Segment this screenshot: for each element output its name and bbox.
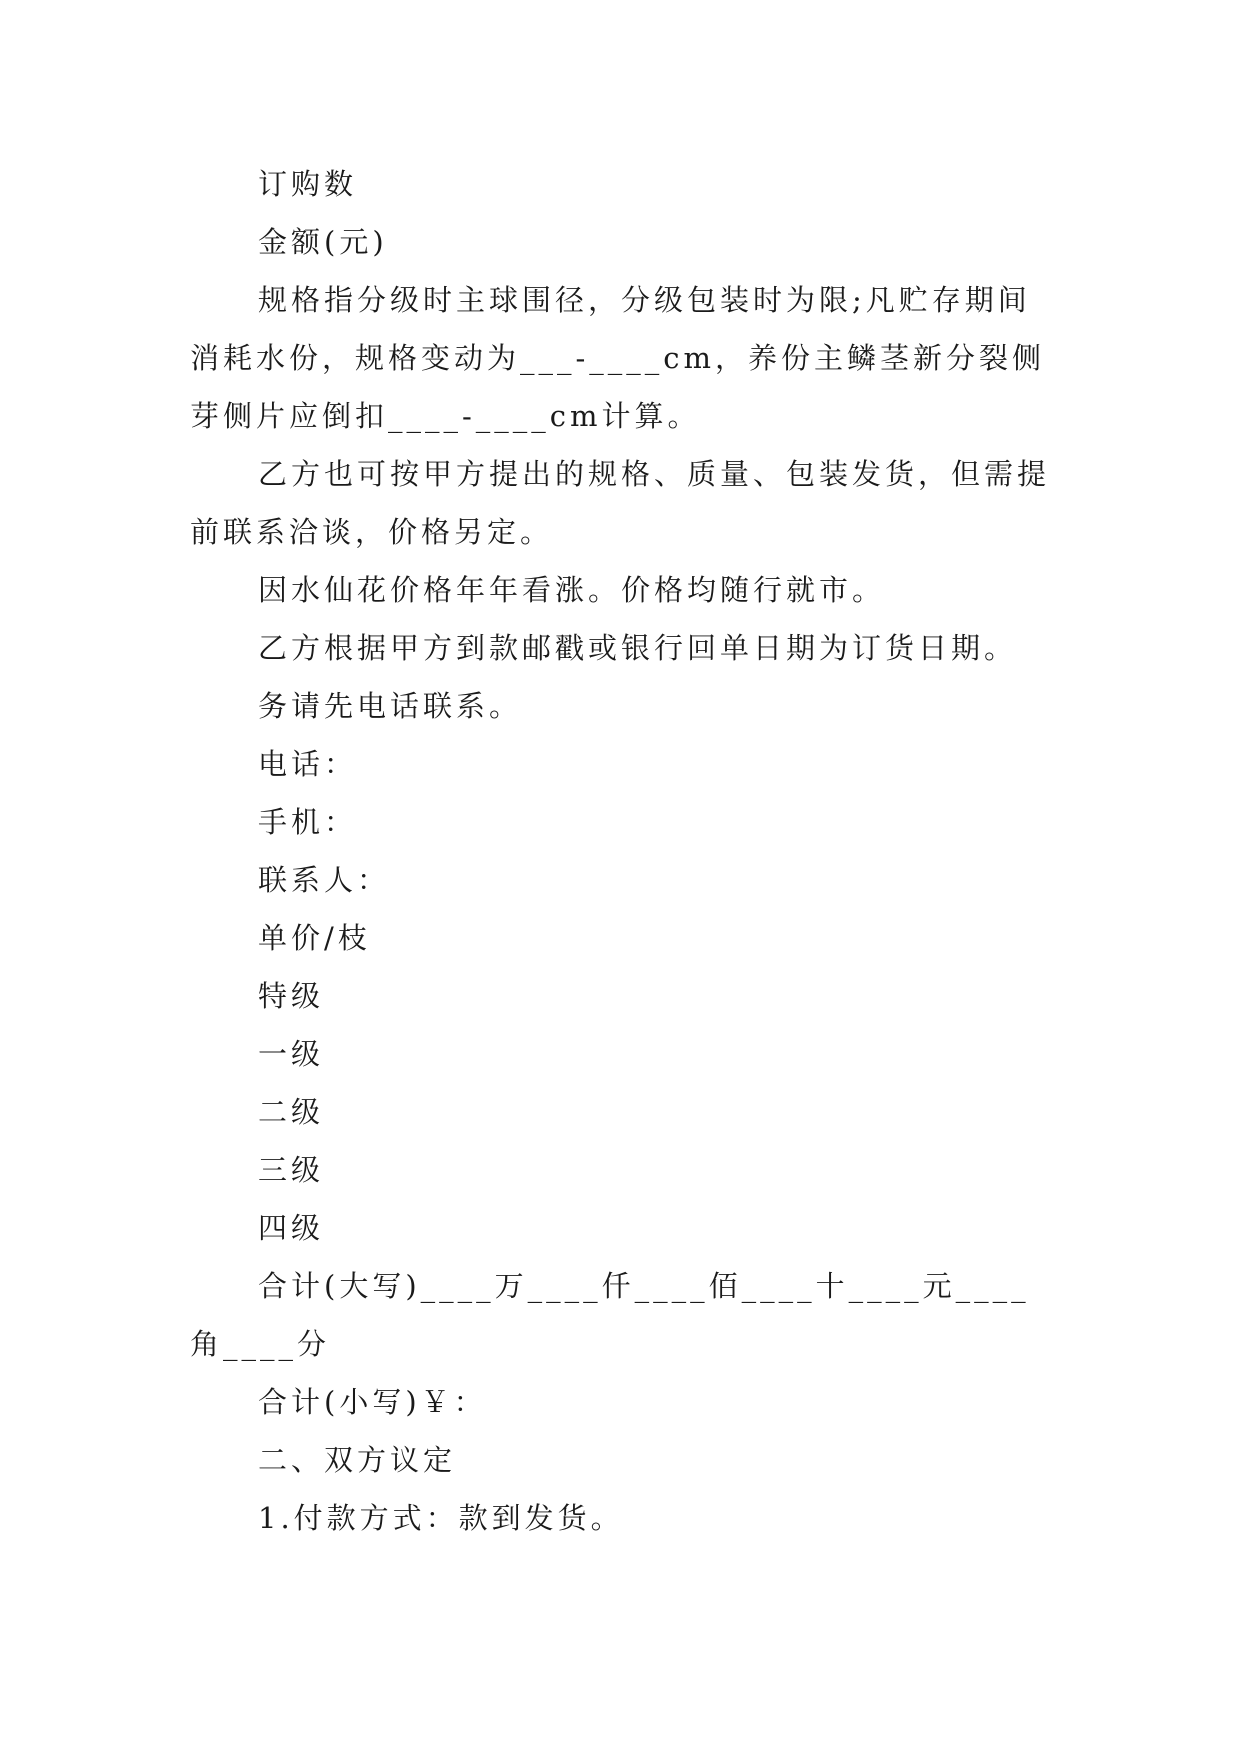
paragraph-phone: 电话：: [258, 747, 358, 781]
paragraph-amount: 金额(元): [258, 225, 388, 259]
paragraph-mobile: 手机：: [258, 805, 358, 839]
paragraph-payment-method: 1.付款方式：款到发货。: [258, 1501, 624, 1535]
paragraph-grade-three: 三级: [258, 1153, 325, 1187]
paragraph-total-in-words: 合计(大写)____万____仟____佰____十____元____角____分: [190, 1269, 1030, 1361]
paragraph-order-quantity: 订购数: [258, 167, 358, 201]
paragraph-total-in-figures: 合计(小写)￥：: [258, 1385, 487, 1419]
paragraph-grade-two: 二级: [258, 1095, 325, 1129]
paragraph-contact-first: 务请先电话联系。: [258, 689, 523, 723]
paragraph-grade-one: 一级: [258, 1037, 325, 1071]
paragraph-grade-special: 特级: [258, 979, 325, 1013]
paragraph-grade-four: 四级: [258, 1211, 325, 1245]
document-body: [190, 155, 1056, 1547]
section-heading-agreement: 二、双方议定: [258, 1443, 457, 1477]
paragraph-specification-note: 规格指分级时主球围径，分级包装时为限;凡贮存期间消耗水份，规格变动为___-____cm，养份主鳞茎新分裂侧芽侧片应倒扣____-____cm计算。: [190, 283, 1046, 433]
paragraph-price-note: 因水仙花价格年年看涨。价格均随行就市。: [258, 573, 886, 607]
paragraph-unit-price: 单价/枝: [258, 921, 371, 955]
paragraph-order-date-note: 乙方根据甲方到款邮戳或银行回单日期为订货日期。: [258, 631, 1018, 665]
paragraph-custom-order-note: 乙方也可按甲方提出的规格、质量、包装发货，但需提前联系洽谈，价格另定。: [190, 457, 1051, 549]
paragraph-contact-person: 联系人：: [258, 863, 391, 897]
